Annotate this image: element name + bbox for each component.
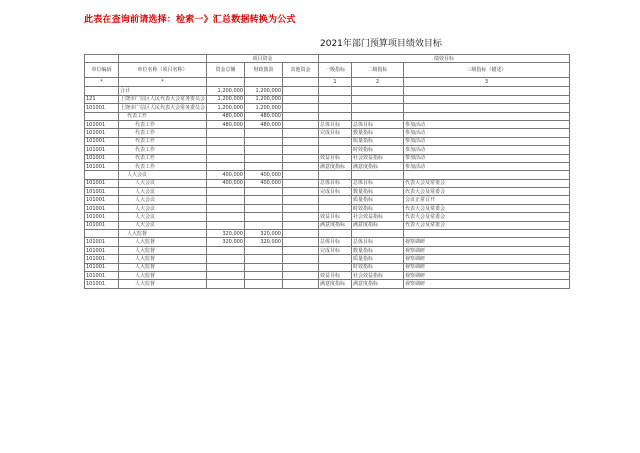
cell-name: 人大监督 (119, 255, 207, 263)
cell-total (207, 271, 245, 279)
cell-other (283, 129, 319, 137)
cell-name: 人大会议 (119, 213, 207, 221)
cell-other (283, 146, 319, 154)
col-header-fiscal: 财政拨款 (245, 63, 283, 78)
table-row (85, 280, 570, 288)
cell-fiscal (245, 154, 283, 162)
cell-lvl1 (319, 95, 352, 103)
col-header-lvl2: 二级指标 (352, 63, 404, 78)
cell-fiscal (245, 188, 283, 196)
cell-fiscal (245, 129, 283, 137)
cell-unit-code: 121 (85, 95, 119, 103)
table-row (85, 271, 570, 279)
cell-name: 代表工作 (119, 112, 207, 120)
cell-lvl3 (404, 171, 570, 179)
table-row (85, 263, 570, 271)
cell-lvl2 (352, 171, 404, 179)
cell-unit-code: 101001 (85, 154, 119, 162)
cell-fiscal: 400,000 (245, 179, 283, 187)
cell-total (207, 146, 245, 154)
formula-notice: 此表在查询前请选择：检索一》汇总数据转换为公式 (84, 15, 296, 25)
cell-name: 代表工作 (119, 129, 207, 137)
col-header-total: 资金总额 (207, 63, 245, 78)
cell-lvl2: 数量指标 (352, 129, 404, 137)
cell-lvl2: 时效指标 (352, 146, 404, 154)
cell-lvl2: 质量指标 (352, 255, 404, 263)
cell-unit-code (85, 112, 119, 120)
cell-fiscal (245, 213, 283, 221)
cell-lvl1: 效益目标 (319, 271, 352, 279)
cell-lvl2 (352, 87, 404, 95)
table-row (85, 179, 570, 187)
report-title: 2021年部门预算项目绩效目标 (320, 39, 442, 49)
index-cell (245, 78, 283, 87)
cell-fiscal: 320,000 (245, 238, 283, 246)
cell-name: 上饶市广信区人民代表大会常务委员会 (120, 104, 206, 111)
cell-total (207, 221, 245, 229)
cell-other (283, 204, 319, 212)
cell-lvl2: 满意度指标 (352, 162, 404, 170)
cell-other (283, 196, 319, 204)
table-row (85, 221, 570, 229)
column-header-row (85, 63, 570, 78)
cell-lvl3: 参加活动 (404, 129, 570, 137)
cell-unit-code: 101001 (85, 104, 119, 112)
cell-fiscal (245, 162, 283, 170)
cell-name: 人大监督 (119, 246, 207, 254)
cell-lvl3: 会议正常召开 (404, 196, 570, 204)
cell-total (207, 213, 245, 221)
cell-total (207, 154, 245, 162)
cell-lvl3: 视察调研 (404, 238, 570, 246)
cell-lvl2: 总体目标 (352, 120, 404, 128)
cell-lvl1 (319, 146, 352, 154)
cell-other (283, 246, 319, 254)
col-header-lvl3: 三级指标（描述） (404, 63, 570, 78)
cell-lvl3: 参加活动 (404, 154, 570, 162)
cell-lvl1: 效益目标 (319, 213, 352, 221)
col-header-other: 其他资金 (283, 63, 319, 78)
index-cell: 2 (352, 78, 404, 87)
cell-other (283, 95, 319, 103)
col-header-lvl1: 一级指标 (319, 63, 352, 78)
table-row (85, 230, 570, 238)
cell-total: 1,200,000 (207, 87, 245, 95)
cell-name: 人大监督 (119, 271, 207, 279)
cell-lvl2: 时效指标 (352, 263, 404, 271)
cell-lvl3: 代表大会及常委会 (404, 179, 570, 187)
index-cell: * (85, 78, 119, 87)
cell-name: 人大会议 (119, 204, 207, 212)
cell-lvl3: 视察调研 (404, 263, 570, 271)
cell-lvl2: 满意度指标 (352, 221, 404, 229)
index-cell: 1 (319, 78, 352, 87)
cell-unit-code: 101001 (85, 137, 119, 145)
cell-fiscal: 400,000 (245, 171, 283, 179)
cell-lvl3: 视察调研 (404, 280, 570, 288)
cell-lvl1 (319, 263, 352, 271)
cell-name: 代表工作 (119, 162, 207, 170)
cell-lvl3 (404, 230, 570, 238)
cell-total (207, 137, 245, 145)
table-row (85, 162, 570, 170)
cell-lvl3 (404, 104, 570, 112)
cell-total (207, 246, 245, 254)
table-row (85, 238, 570, 246)
cell-unit-code: 101001 (85, 146, 119, 154)
cell-name: 代表工作 (119, 120, 207, 128)
cell-name: 代表工作 (119, 146, 207, 154)
table-row (85, 120, 570, 128)
cell-unit-code: 101001 (85, 221, 119, 229)
cell-unit-code (85, 171, 119, 179)
cell-name: 人大会议 (119, 179, 207, 187)
cell-other (283, 162, 319, 170)
cell-lvl3 (404, 87, 570, 95)
cell-total (207, 280, 245, 288)
cell-other (283, 238, 319, 246)
table-row (85, 196, 570, 204)
cell-lvl2 (352, 95, 404, 103)
cell-lvl1: 总体目标 (319, 120, 352, 128)
cell-name: 人大监督 (119, 238, 207, 246)
cell-unit-code: 101001 (85, 129, 119, 137)
cell-fiscal (245, 255, 283, 263)
cell-fiscal (245, 246, 283, 254)
cell-total: 400,000 (207, 171, 245, 179)
table-row (85, 87, 570, 95)
cell-lvl2: 社会效益指标 (352, 154, 404, 162)
cell-lvl2 (352, 104, 404, 112)
cell-total: 480,000 (207, 120, 245, 128)
cell-other (283, 188, 319, 196)
index-cell (207, 78, 245, 87)
cell-fiscal (245, 146, 283, 154)
cell-fiscal (245, 196, 283, 204)
table-row (85, 95, 570, 103)
cell-lvl1: 完成目标 (319, 188, 352, 196)
cell-other (283, 271, 319, 279)
cell-lvl1: 效益目标 (319, 154, 352, 162)
table-row (85, 137, 570, 145)
cell-fiscal (245, 280, 283, 288)
cell-lvl2: 数量指标 (352, 188, 404, 196)
cell-name: 合计 (119, 87, 207, 95)
cell-other (283, 213, 319, 221)
cell-lvl2: 质量指标 (352, 137, 404, 145)
cell-lvl2: 社会效益指标 (352, 271, 404, 279)
table-row (85, 188, 570, 196)
cell-lvl3: 代表大会及常委会 (404, 213, 570, 221)
cell-lvl1 (319, 137, 352, 145)
cell-lvl1 (319, 255, 352, 263)
cell-name: 人大监督 (119, 230, 207, 238)
cell-lvl2 (352, 230, 404, 238)
cell-total (207, 129, 245, 137)
table-row (85, 154, 570, 162)
cell-other (283, 120, 319, 128)
cell-total: 1,200,000 (207, 95, 245, 103)
col-header-name: 单位名称（项目名称） (119, 63, 207, 78)
table-row (85, 204, 570, 212)
cell-other (283, 255, 319, 263)
cell-fiscal: 320,000 (245, 230, 283, 238)
table-row (85, 104, 570, 112)
cell-lvl1: 满意度指标 (319, 280, 352, 288)
cell-other (283, 137, 319, 145)
cell-total: 1,200,000 (207, 104, 245, 112)
cell-lvl1: 满意度指标 (319, 162, 352, 170)
cell-lvl2: 总体目标 (352, 179, 404, 187)
cell-lvl1 (319, 87, 352, 95)
col-header-unit-code: 单位编码 (85, 63, 119, 78)
cell-unit-code: 101001 (85, 271, 119, 279)
cell-fiscal: 480,000 (245, 120, 283, 128)
cell-other (283, 179, 319, 187)
cell-lvl3: 视察调研 (404, 271, 570, 279)
cell-lvl1 (319, 204, 352, 212)
cell-fiscal: 1,200,000 (245, 104, 283, 112)
cell-fiscal: 1,200,000 (245, 87, 283, 95)
cell-unit-code: 101001 (85, 204, 119, 212)
cell-lvl3: 视察调研 (404, 246, 570, 254)
cell-other (283, 221, 319, 229)
cell-total (207, 263, 245, 271)
cell-lvl2: 满意度指标 (352, 280, 404, 288)
cell-unit-code: 101001 (85, 162, 119, 170)
cell-other (283, 112, 319, 120)
cell-lvl2: 质量指标 (352, 196, 404, 204)
index-row (85, 78, 570, 87)
index-cell (283, 78, 319, 87)
table-row (85, 246, 570, 254)
cell-lvl2: 数量指标 (352, 246, 404, 254)
cell-lvl3: 参加活动 (404, 162, 570, 170)
cell-unit-code: 101001 (85, 179, 119, 187)
cell-fiscal (245, 263, 283, 271)
cell-total (207, 204, 245, 212)
cell-other (283, 230, 319, 238)
cell-lvl1 (319, 230, 352, 238)
cell-lvl3: 参加活动 (404, 120, 570, 128)
index-cell: * (119, 78, 207, 87)
cell-unit-code: 101001 (85, 263, 119, 271)
cell-lvl2: 总体目标 (352, 238, 404, 246)
group-header-perf: 绩效目标 (319, 55, 570, 63)
cell-lvl2 (352, 112, 404, 120)
cell-total (207, 196, 245, 204)
cell-lvl1 (319, 104, 352, 112)
cell-lvl1: 总体目标 (319, 179, 352, 187)
cell-lvl1: 总体目标 (319, 238, 352, 246)
cell-lvl3: 参加活动 (404, 137, 570, 145)
cell-name: 上饶市广信区人民代表大会常务委员会 (120, 96, 206, 103)
cell-name: 人大会议 (119, 196, 207, 204)
cell-lvl3: 代表大会及常委会 (404, 204, 570, 212)
cell-other (283, 263, 319, 271)
cell-name: 人大监督 (119, 280, 207, 288)
cell-name: 人大会议 (119, 171, 207, 179)
cell-unit-code: 101001 (85, 120, 119, 128)
cell-lvl1 (319, 196, 352, 204)
cell-total: 480,000 (207, 112, 245, 120)
cell-other (283, 154, 319, 162)
table-row (85, 171, 570, 179)
cell-fiscal (245, 204, 283, 212)
cell-unit-code (85, 87, 119, 95)
cell-total (207, 162, 245, 170)
cell-unit-code: 101001 (85, 255, 119, 263)
cell-lvl2: 时效指标 (352, 204, 404, 212)
group-header-row (85, 55, 570, 63)
cell-other (283, 104, 319, 112)
group-header-budget: 项目资金 (207, 55, 319, 63)
cell-lvl1: 完成目标 (319, 129, 352, 137)
cell-unit-code: 101001 (85, 238, 119, 246)
cell-lvl2: 社会效益指标 (352, 213, 404, 221)
cell-name: 人大会议 (119, 221, 207, 229)
table-row (85, 129, 570, 137)
cell-total: 400,000 (207, 179, 245, 187)
cell-other (283, 87, 319, 95)
cell-fiscal (245, 271, 283, 279)
cell-unit-code: 101001 (85, 188, 119, 196)
table-row (85, 255, 570, 263)
cell-fiscal: 1,200,000 (245, 95, 283, 103)
cell-fiscal: 480,000 (245, 112, 283, 120)
cell-unit-code: 101001 (85, 246, 119, 254)
cell-name: 代表工作 (119, 154, 207, 162)
table-row (85, 112, 570, 120)
cell-lvl3: 视察调研 (404, 255, 570, 263)
cell-lvl1 (319, 171, 352, 179)
cell-other (283, 280, 319, 288)
index-cell: 3 (404, 78, 570, 87)
cell-lvl1 (319, 112, 352, 120)
cell-fiscal (245, 221, 283, 229)
cell-lvl3: 参加活动 (404, 146, 570, 154)
cell-unit-code: 101001 (85, 196, 119, 204)
cell-fiscal (245, 137, 283, 145)
cell-lvl1: 完成目标 (319, 246, 352, 254)
cell-total (207, 188, 245, 196)
cell-unit-code (85, 230, 119, 238)
cell-other (283, 171, 319, 179)
cell-lvl1: 满意度指标 (319, 221, 352, 229)
cell-lvl3 (404, 112, 570, 120)
cell-lvl3 (404, 95, 570, 103)
cell-total: 320,000 (207, 230, 245, 238)
cell-total: 320,000 (207, 238, 245, 246)
cell-name: 人大监督 (119, 263, 207, 271)
cell-unit-code: 101001 (85, 280, 119, 288)
cell-name: 人大会议 (119, 188, 207, 196)
cell-name: 代表工作 (119, 137, 207, 145)
cell-lvl3: 代表大会及常委会 (404, 188, 570, 196)
cell-unit-code: 101001 (85, 213, 119, 221)
performance-table (84, 54, 570, 289)
table-row (85, 146, 570, 154)
table-row (85, 213, 570, 221)
cell-total (207, 255, 245, 263)
cell-lvl3: 代表大会及常委会 (404, 221, 570, 229)
